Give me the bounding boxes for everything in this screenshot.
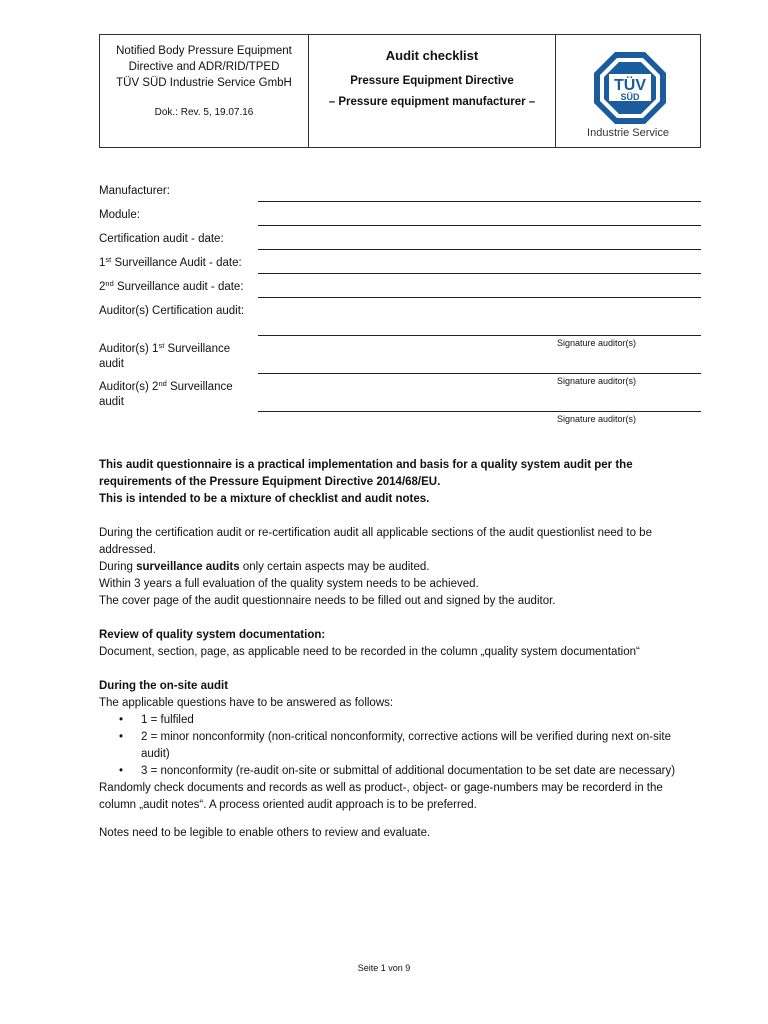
document-subtitle: Pressure Equipment Directive	[350, 75, 514, 87]
module-field-line[interactable]	[258, 225, 701, 226]
surveillance2-date-line[interactable]	[258, 297, 701, 298]
tuv-sud-logo	[594, 52, 666, 129]
audit-scope-paragraph: During the certification audit or re-certification audit all applicable sections of the audit questionlist need to be addressed. During surveillance audits only certain aspects may be audited. Within 3 years a full evaluation of the quality system needs to be achieved. The cover page of the audit questionnaire needs to be filled out and signed by the auditor.	[99, 527, 652, 607]
issuer-line: Notified Body Pressure Equipment	[116, 45, 292, 57]
list-item: • 2 = minor nonconformity (non-critical nonconformity, corrective actions will be verified during next on-site audit)	[119, 731, 671, 760]
header-table	[99, 34, 701, 148]
intro-paragraph: This audit questionnaire is a practical implementation and basis for a quality system audit per the requirements of the Pressure Equipment Directive 2014/68/EU. This is intended to be a mixture of checklist and audit notes.	[99, 459, 633, 505]
review-heading: Review of quality system documentation:	[99, 629, 326, 641]
document-title: Audit checklist	[385, 48, 479, 63]
review-section: Review of quality system documentation: Document, section, page, as applicable need to be recorded in the column „quality system documentation“	[99, 627, 699, 661]
signature-label: Signature auditor(s)	[557, 376, 637, 386]
auditors-certification-line[interactable]	[258, 335, 701, 336]
onsite-heading: During the on-site audit	[99, 680, 229, 692]
surveillance2-date-label: 2nd Surveillance audit - date:	[99, 279, 244, 293]
logo-text-top: TÜV	[614, 77, 646, 94]
manufacturer-field-line[interactable]	[258, 201, 701, 202]
signature-label: Signature auditor(s)	[557, 338, 637, 348]
header-logo-cell	[556, 35, 700, 147]
surveillance1-date-line[interactable]	[258, 273, 701, 274]
document-subtitle-scope: – Pressure equipment manufacturer –	[328, 96, 536, 108]
auditors-certification-label: Auditor(s) Certification audit:	[99, 305, 245, 317]
page-number: Seite 1 von 9	[357, 963, 411, 973]
manufacturer-label: Manufacturer:	[99, 185, 170, 197]
auditors-surveillance1-line[interactable]	[258, 373, 701, 374]
logo-text-bottom: SÜD	[620, 92, 640, 102]
rating-list	[99, 712, 699, 780]
notes-paragraph: Notes need to be legible to enable others to review and evaluate.	[99, 827, 431, 839]
certification-audit-date-label: Certification audit - date:	[99, 233, 224, 245]
header-title-cell	[309, 35, 556, 147]
list-item: • 1 = fulfiled	[119, 714, 194, 726]
onsite-section: During the on-site audit The applicable questions have to be answered as follows: • 1 = fulfiled • 2 = minor nonconformity (non-critical nonconformity, corrective actions will be verified during next on-site audit) • 3 = nonconformity (re-audit on-site or submittal of additional documentation to be set date are necessary) Randomly check documents and records as well as product-, object- or gage-numbers may be recorderd in the column „audit notes“. A process oriented audit approach is to be preferred.	[99, 678, 699, 814]
signature-label: Signature auditor(s)	[557, 414, 637, 424]
module-label: Module:	[99, 209, 140, 221]
issuer-line: TÜV SÜD Industrie Service GmbH	[116, 77, 292, 89]
issuer-line: Directive and ADR/RID/TPED	[128, 61, 280, 73]
surveillance1-date-label: 1st Surveillance Audit - date:	[99, 255, 242, 269]
auditors-surveillance2-line[interactable]	[258, 411, 701, 412]
header-issuer-cell	[100, 35, 309, 147]
doc-revision: Dok.: Rev. 5, 19.07.16	[154, 107, 254, 118]
auditors-surveillance2-label: Auditor(s) 2nd Surveillance audit	[99, 379, 233, 408]
list-item: • 3 = nonconformity (re-audit on-site or submittal of additional documentation to be set date are necessary)	[119, 765, 676, 777]
certification-audit-date-line[interactable]	[258, 249, 701, 250]
auditors-surveillance1-label: Auditor(s) 1st Surveillance audit	[99, 341, 231, 370]
logo-caption: Industrie Service	[587, 127, 669, 139]
